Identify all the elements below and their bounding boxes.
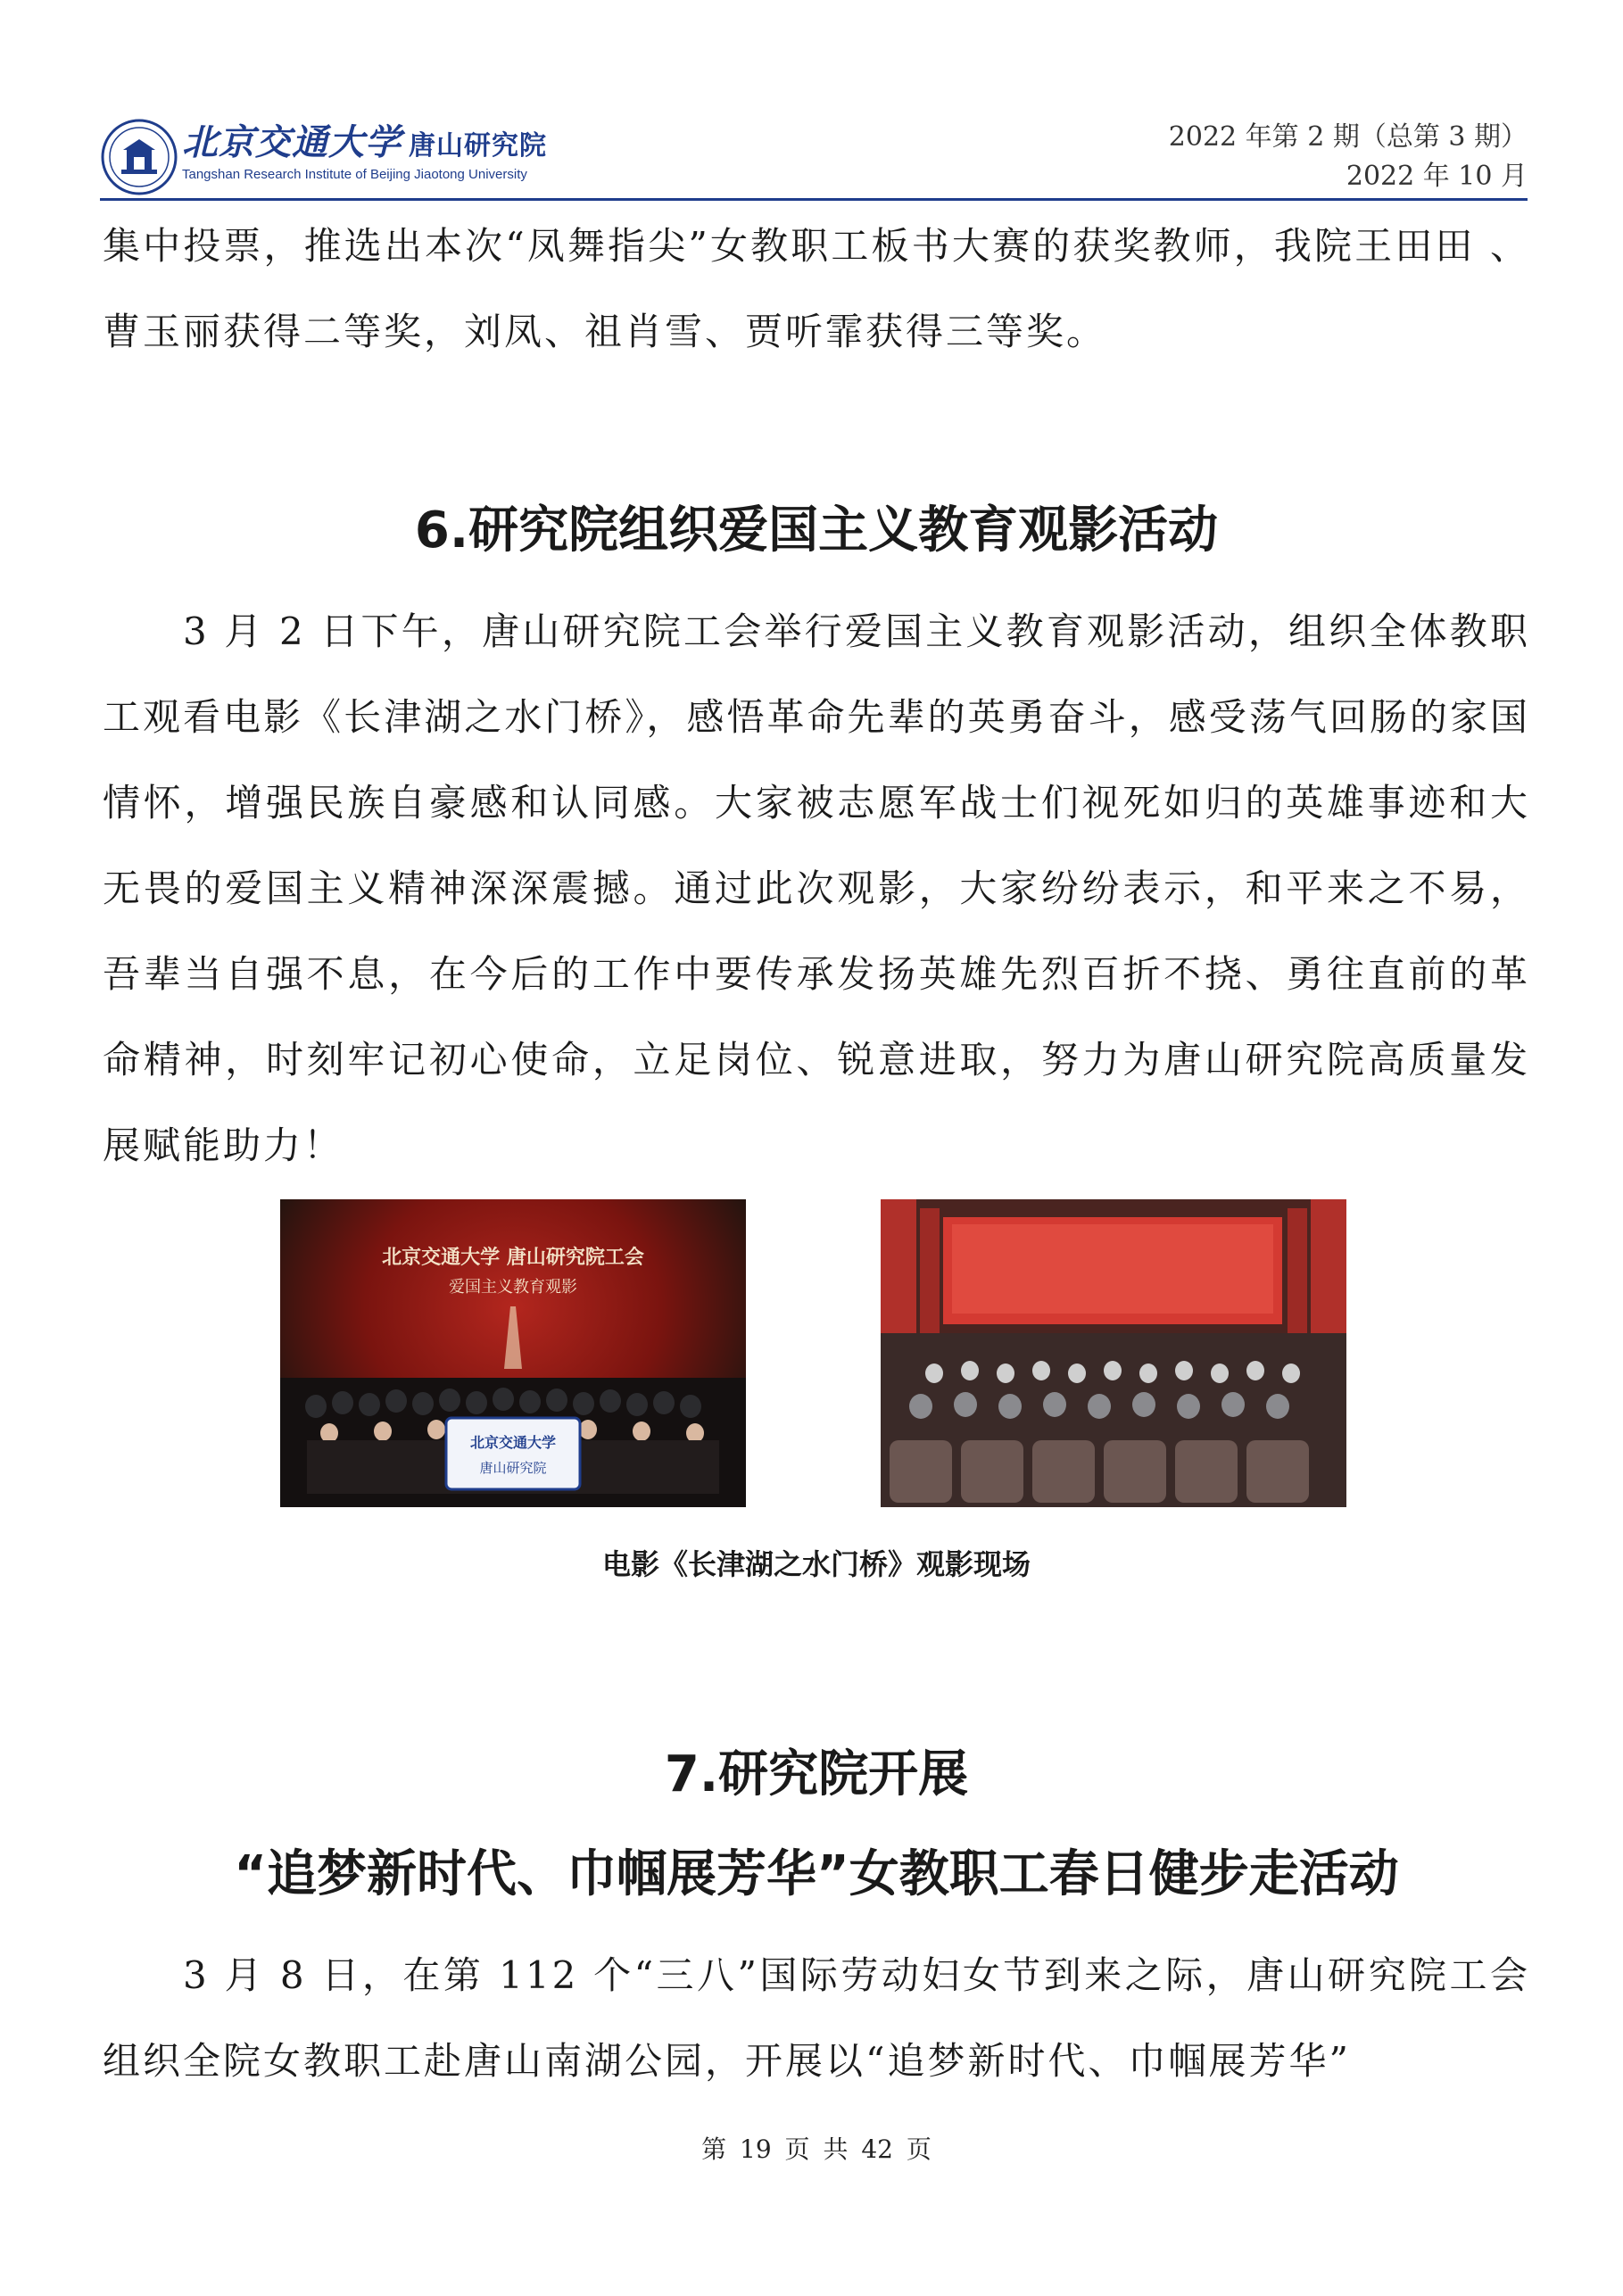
university-seal-icon xyxy=(100,118,178,196)
banner-text-line1: 北京交通大学 xyxy=(469,1434,557,1451)
logo-chinese-name xyxy=(182,114,547,165)
section-7-paragraph: 3 月 8 日，在第 112 个“三八”国际劳动妇女节到来之际，唐山研究院工会组织全院女教职工赴唐山南湖公园，开展以“追梦新时代、巾帼展芳华” xyxy=(103,1953,1530,2083)
logo-unit-name: 唐山研究院 xyxy=(409,130,547,162)
section-6-paragraph: 3 月 2 日下午，唐山研究院工会举行爱国主义教育观影活动，组织全体教职工观看电影《长津湖之水门桥》，感悟革命先辈的英勇奋斗，感受荡气回肠的家国情怀，增强民族自豪感和认同感。大家被志愿军战士们视死如归的英雄事迹和大无畏的爱国主义精神深深震撼。通过此次观影，大家纷纷表示，和平来之不易，吾辈当自强不息，在今后的工作中要传承发扬英雄先烈百折不挠、勇往直前的革命精神，时刻牢记初心使命，立足岗位、锐意进取，努力为唐山研究院高质量发展赋能助力！ xyxy=(103,609,1530,1167)
institute-logo xyxy=(182,114,547,182)
screen-text-line1: 北京交通大学 唐山研究院工会 xyxy=(382,1246,644,1269)
audience-photo-theater xyxy=(881,1199,1346,1507)
page-number: 第 19 页 共 42 页 xyxy=(701,2134,932,2164)
screen-text-line2: 爱国主义教育观影 xyxy=(449,1278,577,1297)
audience-photo-illustration xyxy=(881,1199,1346,1507)
issue-date: 2022 年 10 月 xyxy=(1346,161,1528,192)
banner-text-line2: 唐山研究院 xyxy=(479,1460,547,1476)
section-7-title-line2: “追梦新时代、巾帼展芳华”女教职工春日健步走活动 xyxy=(234,1845,1399,1903)
group-photo-illustration xyxy=(280,1199,746,1507)
logo-english-name: Tangshan Research Institute of Beijing Jiaotong University xyxy=(182,167,527,182)
photo-caption: 电影《长津湖之水门桥》观影现场 xyxy=(601,1547,1031,1581)
page-header xyxy=(100,105,1528,203)
header-divider xyxy=(100,198,1528,201)
section-6-title: 6.研究院组织爱国主义教育观影活动 xyxy=(414,501,1219,559)
section-7-title-line1: 7.研究院开展 xyxy=(664,1745,969,1803)
continued-paragraph: 集中投票，推选出本次“凤舞指尖”女教职工板书大赛的获奖教师，我院王田田 、曹玉丽获得二等奖，刘凤、祖肖雪、贾听霏获得三等奖。 xyxy=(103,224,1530,353)
logo-university-name: 北京交通大学 xyxy=(182,121,402,163)
group-photo-theater xyxy=(280,1199,746,1507)
issue-number: 2022 年第 2 期（总第 3 期） xyxy=(1168,121,1528,153)
issue-info xyxy=(1169,118,1528,196)
